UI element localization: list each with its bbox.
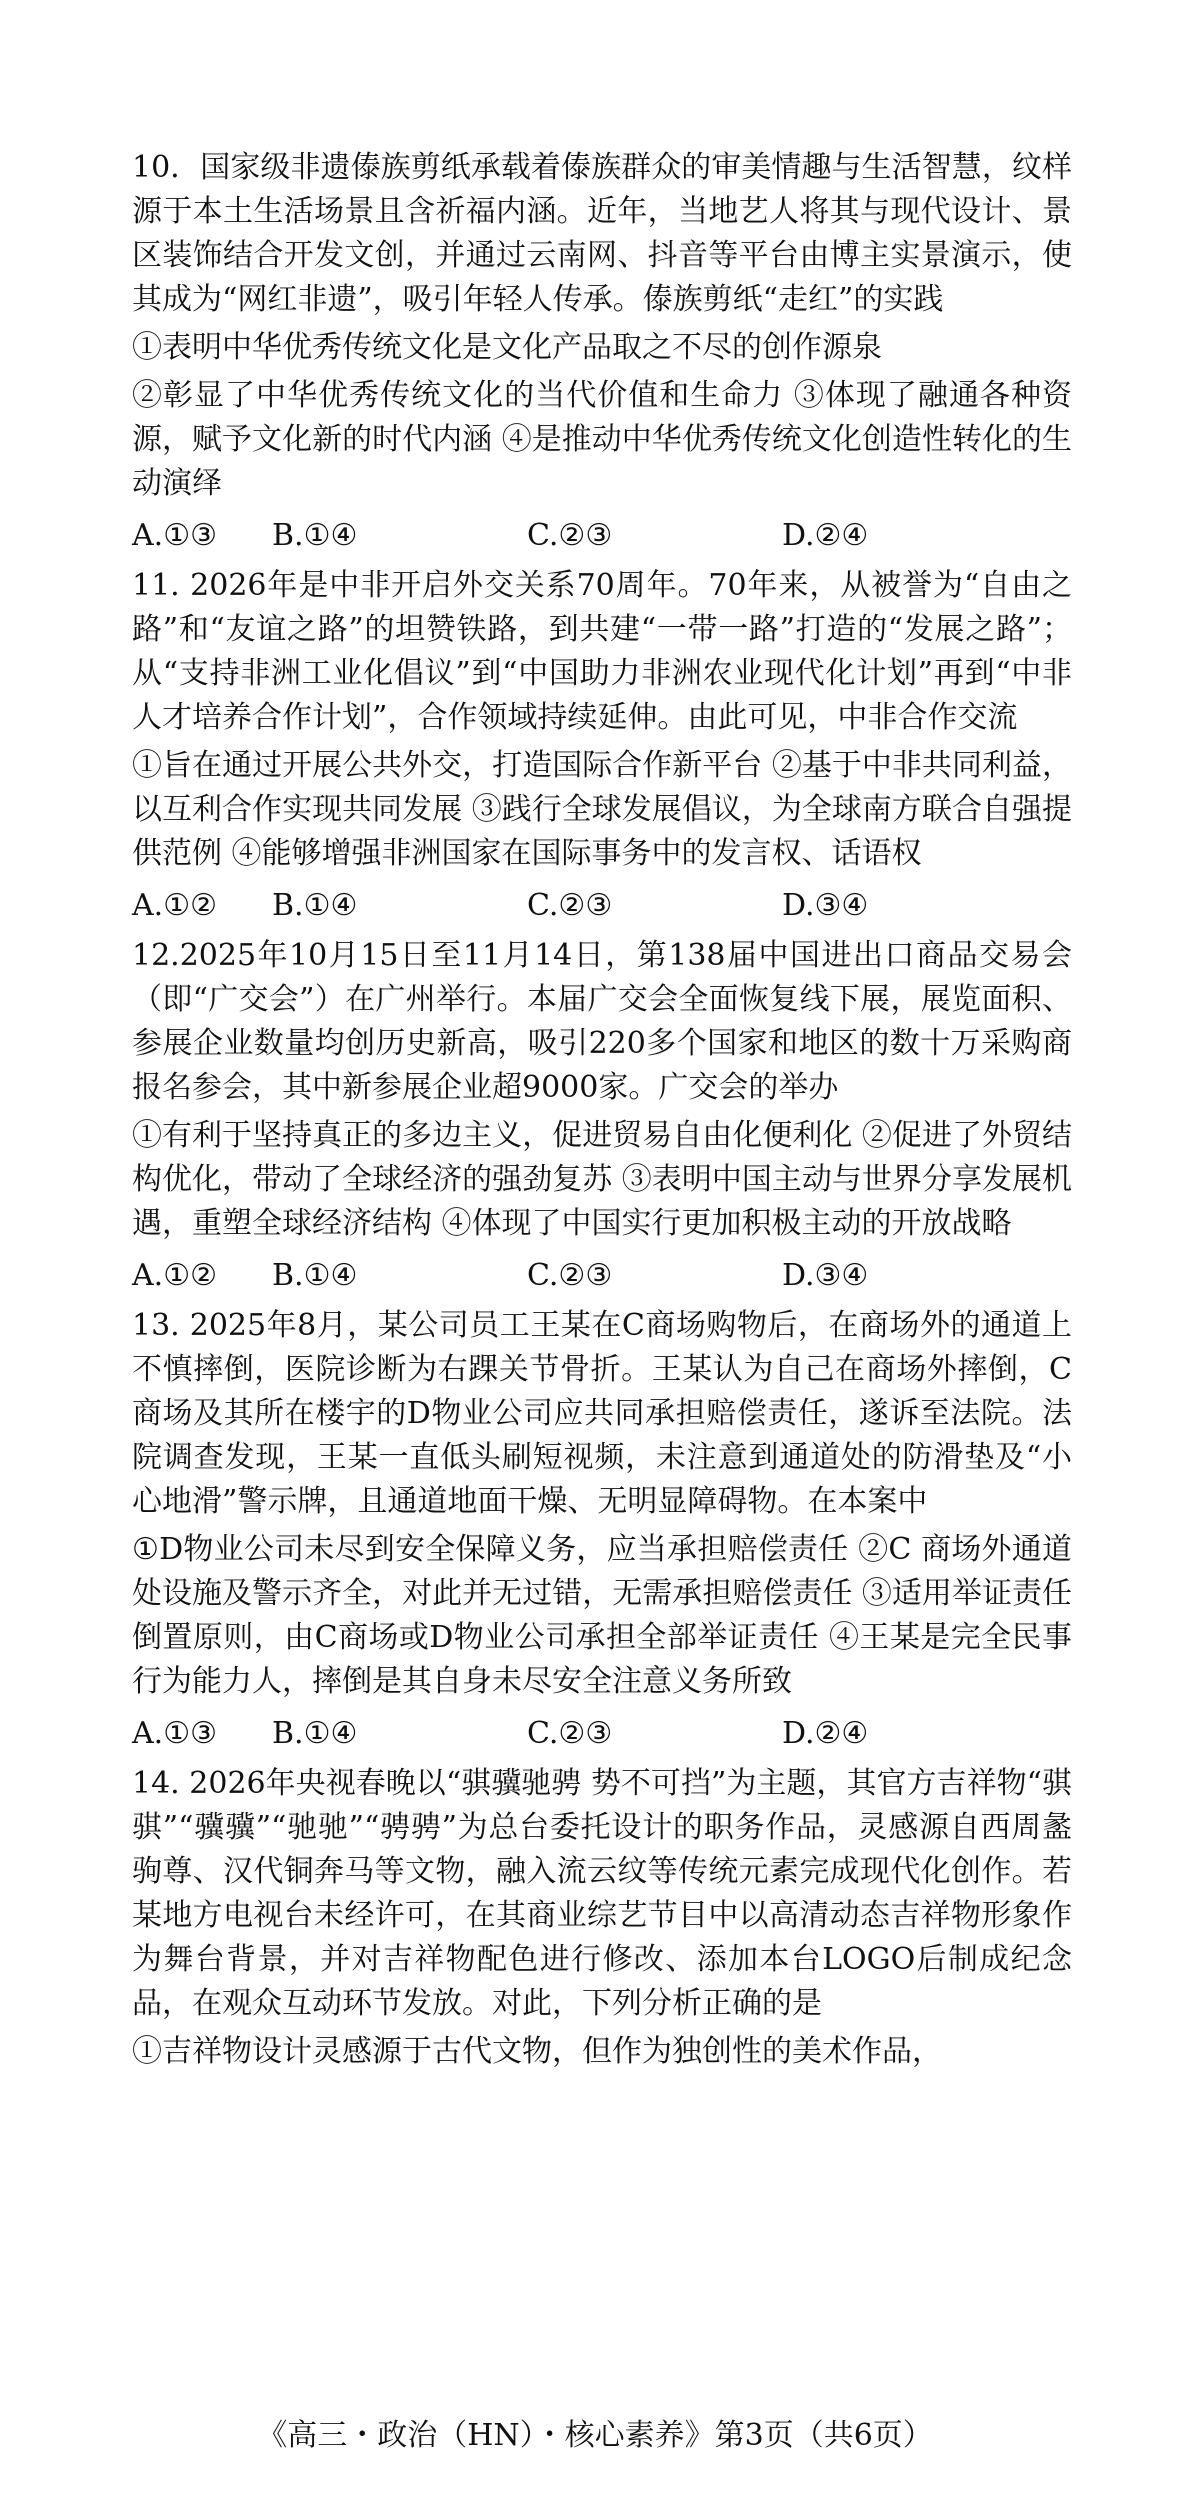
question-11 [132, 564, 1072, 928]
option-statement: ①表明中华优秀传统文化是文化产品取之不尽的创作源泉 [132, 330, 882, 365]
question-stem: 11. 2026年是中非开启外交关系70周年。70年来，从被誉为“自由之路”和“友谊之路”的坦赞铁路，到共建“一带一路”打造的“发展之路”；从“支持非洲工业化倡议”到“中国助力非洲农业现代化计划”再到“中非人才培养合作计划”，合作领域持续延伸。由此可见，中非合作交流 [132, 568, 1072, 735]
choice-b: B.①④ [272, 1716, 358, 1751]
choice-b: B.①④ [272, 888, 358, 923]
choice-c: C.②③ [527, 1258, 613, 1293]
question-stem: 10．国家级非遗傣族剪纸承载着傣族群众的审美情趣与生活智慧，纹样源于本土生活场景且含祈福内涵。近年，当地艺人将其与现代设计、景区装饰结合开发文创，并通过云南网、抖音等平台由博主实景演示，使其成为“网红非遗”，吸引年轻人传承。傣族剪纸“走红”的实践 [132, 150, 1072, 317]
answer-choices [132, 1254, 1072, 1298]
choice-c: C.②③ [527, 518, 613, 553]
choice-b: B.①④ [272, 518, 358, 553]
answer-choices [132, 884, 1072, 928]
choice-d: D.②④ [782, 1716, 869, 1751]
question-14 [132, 1762, 1072, 2074]
question-10 [132, 146, 1072, 558]
option-statement: ①D物业公司未尽到安全保障义务，应当承担赔偿责任 ②C 商场外通道处设施及警示齐全，对此并无过错，无需承担赔偿责任 ③适用举证责任倒置原则，由C商场或D物业公司承担全部举证责任 ④王某是完全民事行为能力人，摔倒是其自身未尽安全注意义务所致 [132, 1532, 1072, 1699]
question-13 [132, 1304, 1072, 1756]
page-footer: 《高三・政治（HN）・核心素养》第3页（共6页） [257, 2418, 933, 2453]
question-list [132, 146, 1072, 2078]
option-statement: ①有利于坚持真正的多边主义，促进贸易自由化便利化 ②促进了外贸结构优化，带动了全球经济的强劲复苏 ③表明中国主动与世界分享发展机遇，重塑全球经济结构 ④体现了中国实行更加积极主动的开放战略 [132, 1118, 1072, 1241]
choice-c: C.②③ [527, 1716, 613, 1751]
option-statement: ②彰显了中华优秀传统文化的当代价值和生命力 ③体现了融通各种资源，赋予文化新的时代内涵 ④是推动中华优秀传统文化创造性转化的生动演绎 [132, 378, 1072, 501]
choice-a: A.①② [132, 888, 217, 923]
choice-b: B.①④ [272, 1258, 358, 1293]
choice-a: A.①③ [132, 518, 217, 553]
question-stem: 13. 2025年8月，某公司员工王某在C商场购物后，在商场外的通道上不慎摔倒，医院诊断为右踝关节骨折。王某认为自己在商场外摔倒，C商场及其所在楼宇的D物业公司应共同承担赔偿责任，遂诉至法院。法院调查发现，王某一直低头刷短视频，未注意到通道处的防滑垫及“小心地滑”警示牌，且通道地面干燥、无明显障碍物。在本案中 [132, 1308, 1072, 1519]
answer-choices [132, 1712, 1072, 1756]
question-12 [132, 934, 1072, 1298]
option-statement: ①吉祥物设计灵感源于古代文物，但作为独创性的美术作品， [132, 2034, 942, 2069]
choice-c: C.②③ [527, 888, 613, 923]
question-stem: 12.2025年10月15日至11月14日，第138届中国进出口商品交易会（即“广交会”）在广州举行。本届广交会全面恢复线下展，展览面积、参展企业数量均创历史新高，吸引220多个国家和地区的数十万采购商报名参会，其中新参展企业超9000家。广交会的举办 [132, 938, 1072, 1105]
choice-d: D.②④ [782, 518, 869, 553]
option-statement: ①旨在通过开展公共外交，打造国际合作新平台 ②基于中非共同利益，以互利合作实现共同发展 ③践行全球发展倡议，为全球南方联合自强提供范例 ④能够增强非洲国家在国际事务中的发言权、话语权 [132, 748, 1072, 871]
choice-d: D.③④ [782, 888, 869, 923]
question-stem: 14. 2026年央视春晚以“骐骥驰骋 势不可挡”为主题，其官方吉祥物“骐骐”“骥骥”“驰驰”“骋骋”为总台委托设计的职务作品，灵感源自西周盠驹尊、汉代铜奔马等文物，融入流云纹等传统元素完成现代化创作。若某地方电视台未经许可，在其商业综艺节目中以高清动态吉祥物形象作为舞台背景，并对吉祥物配色进行修改、添加本台LOGO后制成纪念品，在观众互动环节发放。对此，下列分析正确的是 [132, 1766, 1072, 2021]
answer-choices [132, 514, 1072, 558]
choice-a: A.①② [132, 1258, 217, 1293]
choice-a: A.①③ [132, 1716, 217, 1751]
choice-d: D.③④ [782, 1258, 869, 1293]
